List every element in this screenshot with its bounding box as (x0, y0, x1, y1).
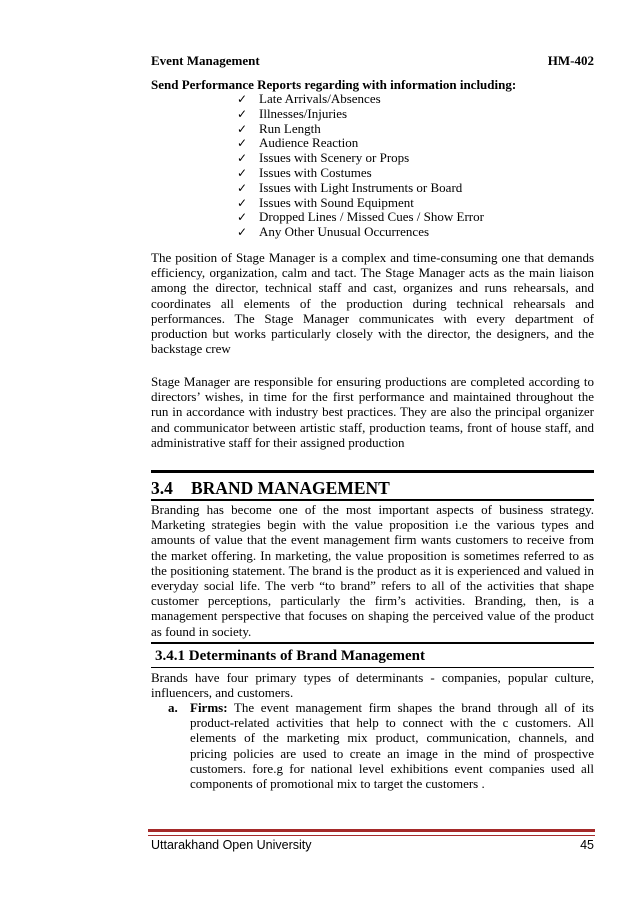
list-item (231, 225, 484, 240)
list-item-text: Late Arrivals/Absences (259, 91, 381, 106)
list-item-text: Issues with Scenery or Props (259, 150, 410, 166)
item-text: The event management firm shapes the brand through all of its product-related activities that help to connect with the c customers. All elements of the marketing mix product, communication, channels, and pricing policies are used to create an image in the mind of prospective customers. fore.g for national level exhibitions event companies used all components of promotional mix to target the customers . (190, 700, 594, 792)
stage-manager-paragraph-1: The position of Stage Manager is a complex and time-consuming one that demands efficiency, organization, calm and tact. The Stage Manager acts as the main liaison among the director, technical staff and cast, organizes and runs rehearsals, and coordinates all elements of the production during technical rehearsals and performances. The Stage Manager communicates with every department of production but works particularly closely with the director, the designers, and the backstage crew (151, 250, 594, 357)
stage-manager-paragraph-2: Stage Manager are responsible for ensuring productions are completed according to directors’ wishes, in time for the first performance and maintained throughout the run in accordance with industry best practices. They are also the principal organizer and communicator between artistic staff, production teams, front of house staff, and administrative staff for their assigned production (151, 374, 594, 450)
checkmark-icon: ✓ (237, 165, 248, 180)
checkmark-icon: ✓ (237, 151, 248, 166)
list-item-text: Issues with Costumes (259, 164, 372, 180)
section-title: BRAND MANAGEMENT (191, 478, 390, 498)
checkmark-icon: ✓ (237, 225, 248, 240)
reports-lead: Send Performance Reports regarding with information including: (151, 77, 517, 92)
checkmark-icon: ✓ (237, 195, 248, 210)
list-item-text: Audience Reaction (259, 135, 359, 151)
list-item-text: Any Other Unusual Occurrences (259, 224, 430, 240)
page-number: 45 (580, 838, 594, 852)
section-rule-bottom (151, 499, 594, 501)
list-item (231, 122, 484, 137)
checkmark-icon: ✓ (237, 136, 248, 151)
item-body (190, 700, 594, 791)
checkmark-icon: ✓ (237, 180, 248, 195)
checkmark-icon: ✓ (237, 92, 248, 106)
list-item-text: Dropped Lines / Missed Cues / Show Error (259, 209, 484, 225)
checkmark-icon: ✓ (237, 210, 248, 225)
course-title: Event Management (151, 53, 260, 68)
course-code: HM-402 (547, 53, 594, 68)
footer-rule (148, 829, 595, 836)
section-number: 3.4 (151, 478, 173, 498)
list-item (231, 92, 484, 107)
subsection-title: 3.4.1 Determinants of Brand Management (155, 648, 425, 664)
university-name: Uttarakhand Open University (151, 838, 312, 852)
list-item (231, 196, 484, 211)
checkmark-icon: ✓ (237, 121, 248, 136)
list-item (231, 181, 484, 196)
list-item (231, 210, 484, 225)
list-item-text: Issues with Sound Equipment (259, 194, 414, 210)
list-item (231, 107, 484, 122)
checkmark-icon: ✓ (237, 106, 248, 121)
list-item (231, 151, 484, 166)
list-item (231, 166, 484, 181)
determinants-intro: Brands have four primary types of determinants - companies, popular culture, influencers, and customers. (151, 670, 594, 701)
determinant-item-firms (168, 700, 594, 791)
list-item (231, 136, 484, 151)
subsection-rule-bottom (151, 667, 594, 668)
section-heading (151, 478, 390, 499)
page-header (151, 53, 594, 69)
section-rule-top (151, 470, 594, 473)
list-item-text: Illnesses/Injuries (259, 105, 348, 121)
item-label: Firms: (190, 700, 228, 715)
item-marker: a. (168, 700, 178, 715)
list-item-text: Issues with Light Instruments or Board (259, 179, 463, 195)
reports-checklist (231, 92, 484, 240)
list-item-text: Run Length (259, 120, 321, 136)
brand-management-paragraph: Branding has become one of the most important aspects of business strategy. Marketing strategies begin with the value proposition i.e the various types and amounts of value that the event management firm wants customers to receive from the market offering. In marketing, the value proposition is sometimes referred to as the positioning statement. The brand is the product as it is experienced and valued in everyday social life. The verb “to brand” refers to all of the activities that shape customer perceptions, particularly the firm’s activities. Branding, then, is a management perspective that focuses on shaping the perceived value of the product as found in society. (151, 502, 594, 639)
subsection-rule-top (151, 642, 594, 644)
